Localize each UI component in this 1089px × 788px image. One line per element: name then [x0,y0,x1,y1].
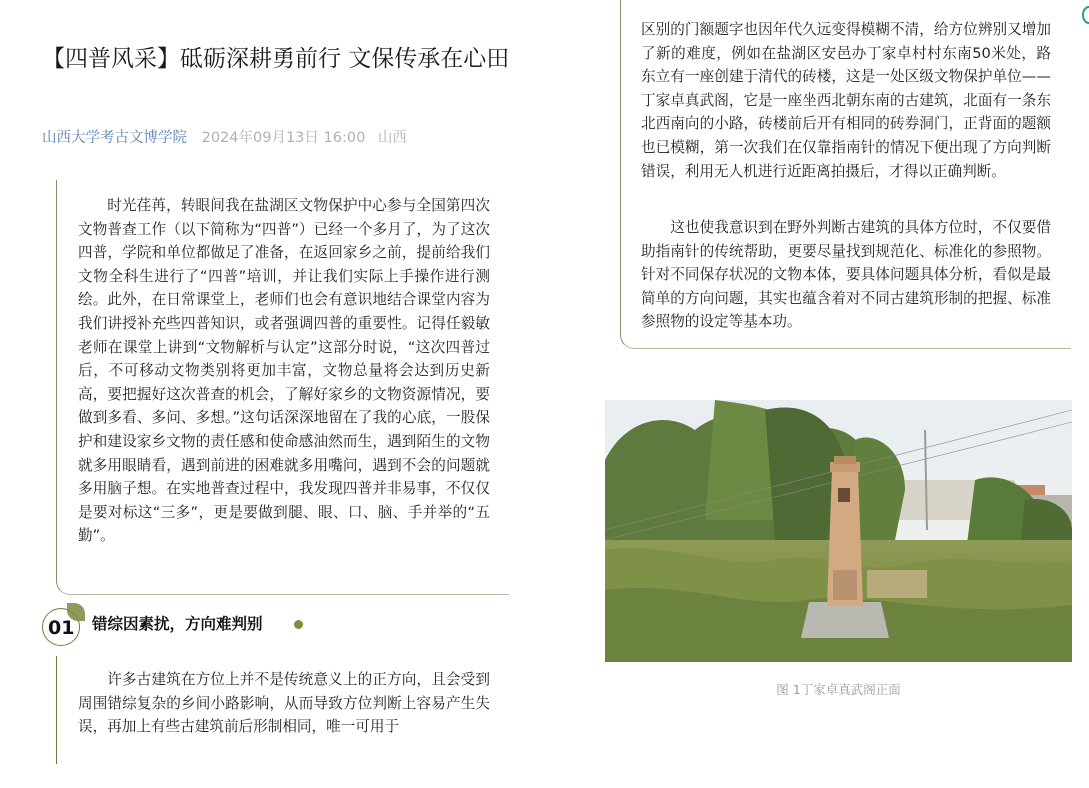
photo-zhenwu-pavilion[interactable] [605,400,1072,662]
section-number: 01 [48,617,75,639]
publish-location: 山西 [377,130,407,146]
conclusion-paragraph: 这也使我意识到在野外判断古建筑的具体方位时，不仅要借助指南针的传统帮助，更要尽量找到规范化、标准化的参照物。针对不同保存状况的文物本体，要具体问题具体分析，看似是最简单的方向问题，其实也蕴含着对不同古建筑形制的把握、标准参照物的设定等基本功。 [641,219,1051,331]
photo-illustration [605,400,1072,662]
article-title: 【四普风采】砥砺深耕勇前行 文保传承在心田 [42,46,510,72]
section-frame [56,656,57,764]
article-meta [42,126,407,147]
author-link[interactable]: 山西大学考古文博学院 [42,130,187,146]
side-toolbar-icon[interactable] [1082,6,1089,24]
continued-paragraph: 区别的门额题字也因年代久远变得模糊不清，给方位辨别又增加了新的难度，例如在盐湖区安邑办丁家卓村村东南50米处，路东立有一座创建于清代的砖楼，这是一处区级文物保护单位——丁家卓真武阁，它是一座坐西北朝东南的古建筑，北面有一条东北西南向的小路，砖楼前后开有相同的砖券洞门，正背面的题额也已模糊，第一次我们在仅靠指南针的情况下便出现了方向判断错误，利用无人机进行近距离拍摄后，才得以正确判断。 [641,21,1051,180]
intro-paragraph: 时光荏苒，转眼间我在盐湖区文物保护中心参与全国第四次文物普查工作（以下简称为“四普”）已经一个多月了，为了这次四普，学院和单位都做足了准备，在返回家乡之前，提前给我们文物全科生进行了“四普”培训，并让我们实际上手操作进行测绘。此外，在日常课堂上，老师们也会有意识地结合课堂内容为我们讲授补充些四普知识，或者强调四普的重要性。记得任毅敏老师在课堂上讲到“文物解析与认定”这部分时说，“这次四普过后，不可移动文物类别将更加丰富，文物总量将会达到历史新高，要把握好这次普查的机会，了解好家乡的文物资源情况，要做到多看、多问、多想。”这句话深深地留在了我的心底，一股保护和建设家乡文物的责任感和使命感油然而生，遇到陌生的文物就多用眼睛看，遇到前进的困难就多用嘴问，遇到不会的问题就多用脑子想。在实地普查过程中，我发现四普并非易事，不仅仅是要对标这“三多”，更是要做到腿、眼、口、脑、手并举的“五勤”。 [78,197,490,545]
photo-caption: 图 1丁家卓真武阁正面 [776,682,901,697]
section-paragraph: 许多古建筑在方位上并不是传统意义上的正方向，且会受到周围错综复杂的乡间小路影响，从而导致方位判断上容易产生失误，再加上有些古建筑前后形制相同，唯一可用于 [78,671,490,736]
publish-time: 2024年09月13日 16:00 [201,130,366,146]
section-title: 错综因素扰，方向难判别 [92,615,263,633]
section-dot-icon [294,620,303,629]
